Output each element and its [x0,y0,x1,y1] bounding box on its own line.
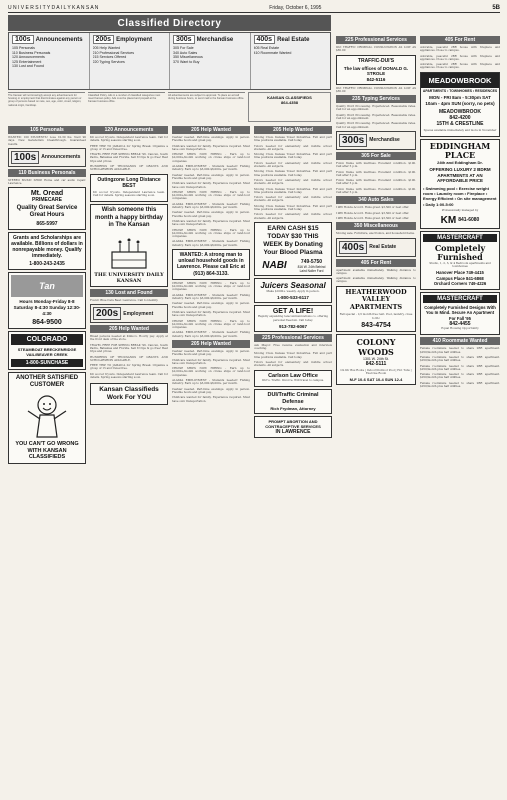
ad-text: KU soccer tryouts. Independent Lawrence team. Call for details. Spring seasons starting soon. [93,189,165,197]
section-header: 305 For Sale [336,152,416,160]
ad-text: Tutors needed for elementary and middle school students. All subjects. [254,177,332,186]
ad-text: Adorable, peaceful 2BR house with fireplace and appliances. Close to campus. [420,53,500,61]
section-header: 205 Help Wanted [172,340,250,348]
index-line: 220 Typing Services [92,59,125,64]
ad-text: Make $1000+ weekly. Apply in person. [266,288,320,293]
ad-text: DUI TRAFFIC CRIMINAL CONSULTATION AS LOW AS $65.00 [336,45,416,53]
tile-number: 100s [11,151,39,164]
get-a-life-ad [254,305,332,332]
masthead [8,3,500,13]
column-3 [172,126,250,796]
ad-text: DUI's. Traffic. Divorce. Will travel to campus. [261,377,325,382]
index-title: Announcements [35,36,83,43]
tile-number: 400s [339,241,367,254]
ad-text: Tutors needed for elementary and middle school students. All subjects. [254,212,332,220]
ad-text: FREE TRIP TO JAMAICA for Spring Break. Organize a group of 15 and travel free. [90,363,168,371]
index-num: 100s [12,35,34,44]
ad-text: Female roommate needed to share 2BR apartment. $250/month plus half utilities. [420,354,500,363]
index-line: 205 Help Wanted [92,46,121,50]
ad-text: Childcare wanted for family. Experience required. Must have own transportation. [172,143,250,151]
section-header: 340 Auto Sales [336,196,416,204]
ad-text: Cashier needed. Part-time evenings. Apply in person. Flexible hours and great pay. [172,386,250,394]
ad-text: TRAVEL FREE FOR SPRING BREAK '96. Cancun, South Padre, Bahamas and Florida. Sell 8 trips & go free! Best trips and prices. [90,342,168,354]
ad-mgmt: Professionally managed by [441,208,479,213]
tanning-logo [11,275,83,297]
ad-text: KU soccer tryouts. Independent Lawrence team. Call for details. Spring seasons starting soon. [90,135,168,143]
ad-location: Hanover Place 749-4415 [436,270,484,276]
ad-text: Tutors needed for elementary and middle school students. All subjects. [254,360,332,368]
section-header: 225 Professional Services [254,334,332,342]
column-1 [8,126,86,796]
index-line: 370 Want to Buy [173,59,200,64]
ad-text: 1986 Honda Accord. Runs great. $3,500 or best offer. [336,210,410,215]
ad-phone: 865-5997 [36,221,58,228]
meadowbrook-ad [420,72,500,137]
policy-middle: Classified Policy. Ads in a number of classified categories must meet Kansan policy. Ads must be placed and prepaid at the Kansan business office. [88,92,165,122]
ad-text: Bread persons needed at Kinko's. Hourly pay. Apply at the front desk of the store. [90,334,168,342]
index-title: Merchandise [196,36,234,43]
ad-text: CRUISE SHIPS NOW HIRING - Earn up to $2,000+/month working on cruise ships or land-tour companies. [172,227,250,239]
cartoon-figure-icon [20,393,74,439]
ad-text: CRUISE SHIPS NOW HIRING - Earn up to $2,000+/month working on cruise ships or land-tour companies. [172,318,250,330]
carlson-law-ad [254,370,332,387]
ad-hours: Hours Monday-Friday 8-8 Saturday 8-4:30 Sunday 12:30-4:30 [13,299,81,317]
ad-text: Adorable, peaceful 2BR house with fireplace and appliances. Close to campus. [420,62,500,70]
tanning-ad [8,272,86,329]
contact-phone: 864-4358 [281,100,298,105]
ad-headline: DUI/Traffic Criminal Defense [267,391,319,405]
ad-phone: 1-800-SUNCHASE [11,359,83,367]
index-line: 305 For Sale [173,46,194,50]
ad-text: Futon frame with mattress. Excellent condition. $100. Call after 5 p.m. [336,178,416,186]
index-line: 130 Lost and Found [12,64,44,69]
ad-features: On KU Bus Route | Indoor/Outdoor Pool | Hot Tubs | Exercise Room [340,367,412,376]
ad-address: 15TH & CRESTLINE [436,120,484,127]
ad-text: KU soccer tryouts. Independent Lawrence team. Call for details. Spring seasons starting soon. [90,371,168,380]
ad-text: Moving Crew. Kansas Tower Industries. Full and part time positions available. Call today. [254,169,332,177]
km-logo-icon: KM [440,214,457,226]
ad-phone: 842-4200 [449,114,471,121]
colorado-ski-ad [8,331,86,370]
index-title: Real Estate [277,36,310,43]
index-line: 410 Roommate Wanted [253,50,292,55]
ad-address: 1301 W. 24th St. [363,356,389,361]
ad-text: ALASKA EMPLOYMENT - Students needed! Fishing industry. Earn up to $3,000-$6,000+ per month. [172,378,250,386]
ad-text: ALASKA EMPLOYMENT - Students needed! Fishing industry. Earn up to $3,000-$6,000+ per month. [172,201,250,210]
index-line: 110 Business Personals [12,50,51,55]
tile-label: Employment [123,310,154,317]
ad-text: Cashier needed. Part-time evenings. Apply in person. Flexible hours and great pay. [172,210,250,218]
ad-phone: 842-4455 [449,321,471,328]
ad-text: Futon frame with mattress. Excellent condition. $100. Call after 5 p.m. [336,160,416,169]
section-header: 110 Business Personals [8,169,86,177]
ad-headline: MEADOWBROOK [421,73,499,88]
ad-headline: Carlson Law Office [268,372,318,379]
mastercraft-furnished-ad [420,231,500,290]
ad-city: IN LAWRENCE [275,428,311,435]
dui-defense-ad [254,389,332,414]
ad-headline: Outingzone Long Distance BEST [97,176,161,189]
ad-name: MEADOWBROOK [439,108,481,115]
section-header: 205 Help Wanted [254,126,332,134]
masthead-title: U N I V E R S I T Y D A I L Y K A N S A N [8,4,99,11]
ad-headline: EARN CASH $15 TODAY $30 THIS WEEK By Donating Your Blood Plasma [263,224,323,256]
category-index [8,32,331,90]
section-header: 235 Typing Services [336,95,416,103]
ad-hours: M-F 10-6 SAT 10-4 SUN 12-4 [349,377,403,383]
work-for-you-ad [90,383,168,405]
ad-text: WANTED: 100 STUDENTS! Lose 10-30 lbs. Next 90 days. New metabolism breakthrough. Guaranteed results. [8,135,86,146]
ad-phone: 841-6080 [458,217,480,223]
section-header: 120 Announcements [90,126,168,134]
ad-text: CRUISE SHIPS NOW HIRING - Earn up to $2,000+/month working on cruise ships or land-tour companies. [172,189,250,201]
ad-location: Orchard Corners 749-4226 [433,281,487,287]
ad-text: Childcare wanted for family. Experience required. Must have own transportation. [172,218,250,227]
ad-features: • Swimming pool • Exercise weight room • Laundry room • Fireplace • Energy Efficient • On site management • Daily 1:00-5:00 [423,185,497,207]
ad-text: Moving Crew. Kansas Tower Industries. Full and part time positions available. Call today. [254,152,332,160]
ad-text: Cashier needed. Part-time evenings. Apply in person. Flexible hours and great pay. [172,301,250,309]
ad-text: Female roommate needed to share 2BR apartment. $250/month plus half utilities. [420,363,500,371]
ad-hours: MON - FRI 8am - 5:30pm SAT 10am - 4pm SUN (sorry, no pets) [425,94,495,106]
ad-text: Childcare wanted for family. Experience required. Must have own transportation. [172,181,250,189]
ad-text: Moving Crew. Kansas Tower Industries. Full and part time positions available. Call today. [254,203,332,212]
index-line: 210 Professional Services [92,50,135,55]
section-header: 225 Professional Services [336,36,416,44]
index-300s [170,33,251,89]
section-header: 105 Personals [8,126,86,134]
index-100s [9,33,90,89]
ad-brand: MASTERCRAFT [423,234,497,242]
ad-phone: 1-800-533-6117 [277,295,309,301]
strole-law-ad [336,55,416,85]
ad-subhead: APARTMENTS • TOWNHOMES • RESIDENCES [422,88,498,93]
section-header: 405 For Rent [420,36,500,44]
section-tile-400s [336,238,416,257]
ad-resorts: STEAMBOAT BRECKENRIDGE VAIL/BEAVER CREEK [17,347,77,358]
ad-text: ALASKA EMPLOYMENT - Students needed! Fishing industry. Earn up to $3,000-$6,000+ per month. [172,330,250,338]
ad-text: Cashier needed. Part-time evenings. Apply in person. Flexible hours and great pay. [172,135,250,143]
ad-text: FREE TRIP TO JAMAICA for Spring Break. Organize a group of 15 and travel free. [90,143,168,151]
ad-headline: COLORADO [11,334,83,345]
ad-headline: GET A LIFE! [272,308,314,316]
ad-text: Studio, 1, 2, 3, & 4 Bedroom apartments and townhomes [429,260,491,268]
tile-number: 200s [93,307,121,320]
ad-text: Moving sale. Furniture, electronics, and household items. [336,231,415,236]
birthday-illustration [93,232,165,272]
ad-text: Moving Crew. Kansas Tower Industries. Full and part time positions available. Call today. [254,351,332,359]
ad-text: Found: Blue Care Bear. Lawrence. Call to identify. [90,297,159,302]
grants-ad [8,232,86,270]
ad-headline: EDDINGHAM PLACE [429,141,491,161]
page-number: 5B [492,4,500,11]
section-header: 410 Roommate Wanted [420,337,500,345]
heatherwood-ad [336,286,416,332]
ad-phone: 749-5750 [300,258,323,265]
ad-offer: OFFERING LUXURY 2 BDRM APARTMENTS AT AN AFFORDABLE PRICE [429,167,491,184]
section-header: 350 Miscellaneous [336,222,416,230]
column-2 [90,126,168,796]
index-line: 405 Real Estate [253,46,280,50]
ad-brand: MASTERCRAFT [423,295,497,303]
ad-text: Childcare wanted for family. Experience required. Must have own transportation. [172,357,250,365]
ad-text: Female roommate needed to share 2BR apartment. $250/month plus half utilities. [420,380,500,389]
ad-text: Futon frame with mattress. Excellent condition. $100. Call after 5 p.m. [336,186,416,195]
ad-text: ALASKA EMPLOYMENT - Students needed! Fishing industry. Earn up to $3,000-$6,000+ per month. [172,239,250,247]
index-line: 120 Announcements [12,55,45,60]
tile-number: 300s [339,134,367,147]
index-line: 340 Auto Sales [173,50,198,55]
contact-box [248,92,331,122]
ad-headline: PROMPT ABORTION AND CONTRACEPTIVE SERVICES [265,418,321,429]
ad-phone: 842-5111 [365,360,387,367]
ad-note: Spaces available immediately and more in November [423,127,497,132]
ad-text: HUNDREDS OF THOUSANDS OF GRANTS AND SCHOLARSHIPS AVAILABLE. [90,164,168,172]
ad-text: CRUISE SHIPS NOW HIRING - Earn up to $2,000+/month working on cruise ships or land-tour companies. [172,152,250,163]
ad-text: Adorable, peaceful 2BR house with fireplace and appliances. Close to campus. [420,45,500,53]
ad-phone: 913-782-6067 [278,323,308,329]
ad-text: Ask Mayor. Free resume evaluation and interview coaching. [254,342,332,351]
ad-headline: HEATHERWOOD VALLEY APARTMENTS [345,287,407,311]
ad-headline: ANOTHER SATISFIED CUSTOMER [15,375,79,389]
ad-phone: 864-9500 [32,319,62,327]
ad-phone: 843-4754 [361,321,391,329]
ad-text: Fall special - 1/2 month free rent. Pool, laundry, close to KU. [339,312,413,320]
section-header: 205 Help Wanted [172,126,250,134]
ad-phone: 842-5116 [366,76,386,82]
primecare-ad [8,187,86,230]
ad-headline: Completely Furnished [434,242,486,262]
ad-text: Female roommate needed to share 2BR apartment. $250/month plus half utilities. [420,372,500,380]
section-header: 130 Lost and Found [90,289,168,297]
nabi-logo: NABI [262,260,287,272]
ad-text: Moving Crew. Kansas Tower Industries. Full and part time positions available. Call today. [254,135,332,143]
tile-label: Real Estate [369,244,397,251]
ad-text: CRUISE SHIPS NOW HIRING - Earn up to $2,000+/month working on cruise ships or land-tour companies. [172,366,250,377]
ad-text: Female roommate needed to share 2BR apartment. $250/month plus half utilities. [420,346,500,354]
ad-text: Completely Furnished Designs With You In Mind. Secure An Apartment For Fall '95 [424,304,496,321]
ad-headline: TRAFFIC-DUI'S [357,57,395,64]
ad-text: Childcare wanted for family. Experience required. Must have own transportation. [172,309,250,318]
ad-subhead: PRIMECARE [31,197,62,204]
ad-phone: 1-800-243-2435 [29,261,65,268]
ad-text: TRAVEL FREE FOR SPRING BREAK '96. Cancun, South Padre, Bahamas and Florida. Sell 8 trips & go free! Best trips and prices. [90,152,168,163]
nabi-plasma-ad [254,222,332,276]
policy-right: All advertisements are subject to approval. To place an ad call during business hours, or send mail to the Kansan business office. [168,92,245,122]
ad-location: Campus Place 841-6868 [436,275,484,281]
ad-text: Rapidly expanding telecommunications co. offering personal freedom. Call today. [257,314,329,322]
ad-text: Quality Word Processing. Experienced. Reasonable rates. Call for an appointment. [336,112,416,121]
index-line: 215 Services Offered [92,55,127,60]
kansan-logo: THE UNIVERSITY DAILY KANSAN [94,271,164,284]
ad-note: Equal Housing Opportunity [441,326,479,331]
index-title: Employment [116,36,153,43]
satisfied-customer-ad [8,372,86,464]
policy-left: The Kansan will not knowingly accept any advertisement for housing or employment that discriminates against any person or group of persons based on race, sex, age, color, creed, religion, national origin, handicap. [8,92,85,122]
ad-text: DUI TRAFFIC CRIMINAL CONSULTATION AS LOW AS $65.00 [336,85,416,93]
index-200s [90,33,171,89]
ad-address: 24th and Eddingham Dr. [437,160,483,166]
long-distance-ad [90,174,168,203]
index-line: 350 Miscellaneous [173,55,203,60]
section-header: 405 For Rent [336,259,416,267]
tile-label: Announcements [41,154,81,161]
ad-text: CRUISE SHIPS NOW HIRING - Earn up to $2,000+/month working on cruise ships or land-tour companies. [172,280,250,292]
tile-label: Merchandise [369,137,400,144]
section-header: 205 Help Wanted [90,325,168,333]
section-tile-100s [8,148,86,167]
policy-strip [8,92,331,122]
mastercraft-designs-ad [420,292,500,336]
ad-text: ALASKA EMPLOYMENT - Students needed! Fishing industry. Earn up to $3,000-$6,000+ per month. [172,164,250,172]
ad-text: Apartment available immediately. Walking distance to campus. [336,276,416,284]
ad-tagline: YOU CAN'T GO WRONG WITH KANSAN CLASSIFIEDS [15,441,79,461]
classified-directory-banner: Classified Directory [8,15,331,31]
ad-headline: Juicers Seasonal [260,280,326,290]
index-line: 105 Personals [12,46,35,50]
juicers-ad [254,278,332,303]
index-400s [251,33,331,89]
ad-text: ALASKA EMPLOYMENT - Students needed! Fishing industry. Earn up to $3,000-$6,000+ per month. [172,292,250,301]
ad-headline: Wish someone this month a happy birthday in The Kansan [94,207,163,229]
ad-headline: Kansan Classifieds Work For YOU [99,386,159,402]
ad-text: Futon frame with mattress. Excellent condition. $100. Call after 5 p.m. [336,169,416,177]
column-4 [254,126,332,796]
wanted-ad [172,249,250,280]
ad-text: Tutors needed for elementary and middle school students. All subjects. [254,195,332,203]
ad-text: Apartment available immediately. Walking distance to campus. [336,267,416,275]
ad-address: 816 W. 24th Behind Laird Noller Ford [297,264,326,273]
column-5 [336,36,416,796]
index-line: 125 Entertainment [12,59,42,64]
ad-text: Childcare wanted for family. Experience required. Must have own transportation. [172,395,250,403]
ad-text: Cashier needed. Part-time evenings. Apply in person. Flexible hours and great pay. [172,348,250,357]
ad-text: 1986 Honda Accord. Runs great. $3,500 or best offer. [336,215,410,220]
section-tile-300s [336,131,416,150]
ad-text: Tutors needed for elementary and middle school students. All subjects. [254,143,332,151]
index-num: 400s [254,35,276,44]
birthday-ad [90,204,168,287]
section-tile-200s [90,304,168,323]
ad-logo-text: Tan [39,281,55,292]
ad-text: Tutors needed for elementary and middle school students. All subjects. [254,160,332,169]
birthday-cake-icon [104,232,154,272]
ad-office: The law offices of DONALD G. STROLE [343,65,409,77]
colony-woods-ad [336,334,416,386]
ad-headline: Grants and Scholarships are available. Billions of dollars in nonrepayable money. Qualify immediately. [11,235,83,260]
ad-text: Quality Word Processing. Experienced. Reasonable rates. Call for an appointment. [336,121,416,129]
contact-title: KANSAN CLASSIFIEDS [267,95,312,100]
ad-headline: Mt. Oread [30,190,64,198]
ad-text: Cashier needed. Part-time evenings. Apply in person. Flexible hours and great pay. [172,172,250,180]
ad-headline: COLONY WOODS [356,336,396,357]
ad-text: 1986 Honda Accord. Runs great. $3,500 or best offer. [336,205,410,210]
eddingham-ad [420,139,500,228]
ad-headline: WANTED: A strong man to unload household goods in Lawrence. Please call Eric at (913) 864-3133. [176,252,246,277]
ad-text: STEREO MUSIC SHOP. Home and car audio repair. Lawrence. [8,177,86,186]
ad-name: Rich Frydman, Attorney [270,405,316,411]
ad-tagline: Quality Great Service Great Hours [16,205,78,219]
ad-text: HUNDREDS OF THOUSANDS OF GRANTS AND SCHOLARSHIPS AVAILABLE. [90,354,168,362]
abortion-services-ad [254,416,332,438]
ad-text: Quality Word Processing. Experienced. Reasonable rates. Call for an appointment. [336,104,416,112]
index-num: 200s [93,35,115,44]
masthead-date: Friday, October 6, 1995 [269,4,322,11]
index-num: 300s [173,35,195,44]
cartoon-illustration [11,391,83,439]
column-6 [420,36,500,796]
ad-text: Moving Crew. Kansas Tower Industries. Full and part time positions available. Call today. [254,186,332,194]
